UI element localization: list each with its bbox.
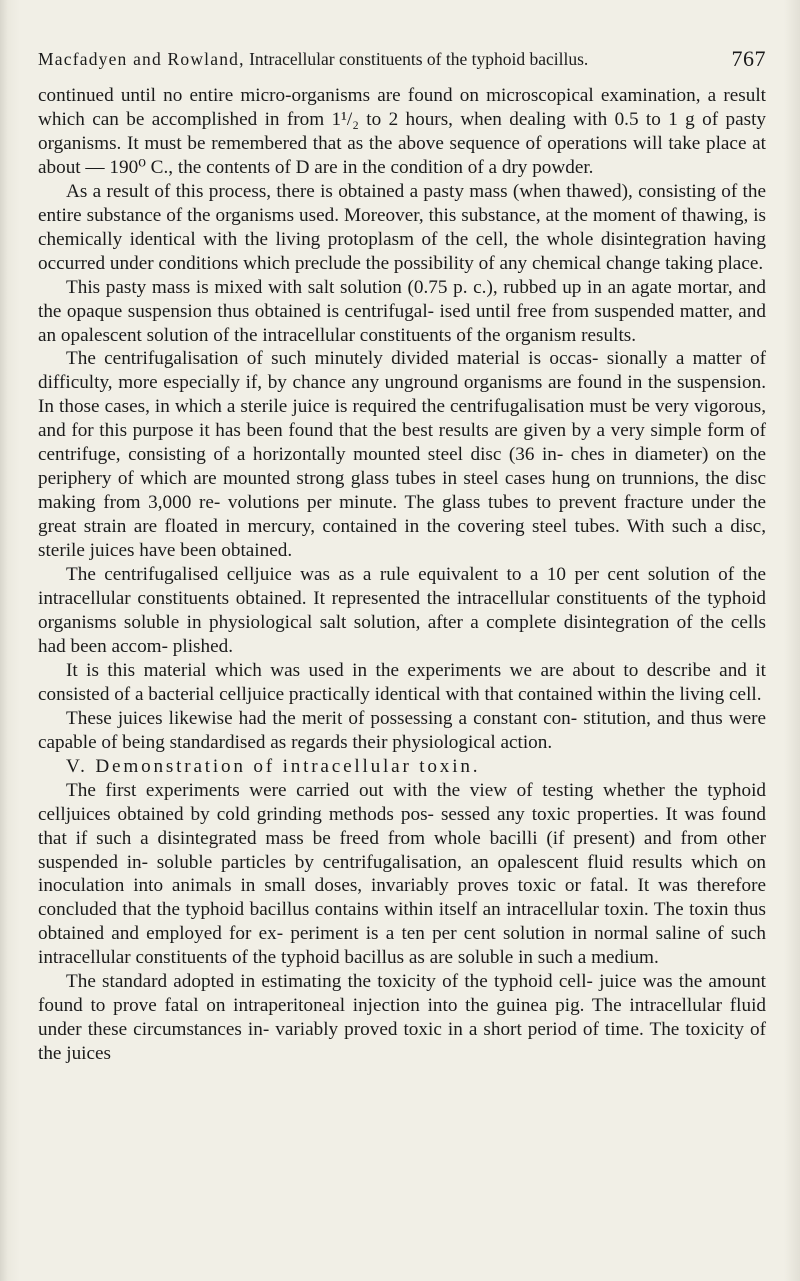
paragraph: The first experiments were carried out with the view of testing whether the typhoid celljuices obtained by cold grinding methods pos- sessed any toxic properties. It was found that if such a disintegrated mass be freed from whole bacilli (if present) and from other suspended in- soluble particles by centrifugalisation, an opalescent fluid results which on inoculation into animals in small doses, invariably proves toxic or fatal. It was therefore concluded that the typhoid bacillus contains within itself an intracellular toxin. The toxin thus obtained and employed for ex- periment is a ten per cent solution in normal saline of such intracellular constituents of the typhoid bacillus as are soluble in such a medium. [38,779,766,969]
running-head [38,44,768,74]
paragraph: The centrifugalisation of such minutely divided material is occas- sionally a matter of difficulty, more especially if, by chance any unground organisms are found in the suspension. In those cases, in which a sterile juice is required the centrifugalisation must be very vigorous, and for this purpose it has been found that the best results are given by a very simple form of centrifuge, consisting of a horizontally mounted steel disc (36 in- ches in diameter) on the periphery of which are mounted strong glass tubes in steel cases hung on trunnions, the disc making from 3,000 re- volutions per minute. The glass tubes to prevent fracture under the great strain are floated in mercury, contained in the covering steel tubes. With such a disc, sterile juices have been obtained. [38,348,766,562]
paragraph: These juices likewise had the merit of possessing a constant con- stitution, and thus were capable of being standardised as regards their physiological action. [38,707,766,753]
page-edge-shadow [784,0,800,1281]
page-edge-shadow [0,0,20,1281]
paragraph: As a result of this process, there is obtained a pasty mass (when thawed), consisting of the entire substance of the organisms used. Moreover, this substance, at the moment of thawing, is chemically identical with the living protoplasm of the cell, the whole disintegration having occurred under conditions which preclude the possibility of any chemical change taking place. [38,180,766,274]
paragraph: continued until no entire micro-organisms are found on microscopical examination, a result which can be accomplished in from 1¹/₂ to 2 hours, when dealing with 0.5 to 1 g of pasty organisms. It must be remembered that as the above sequence of operations will take place at about — 190⁰ C., the contents of D are in the condition of a dry powder. [38,85,766,178]
paragraph: The standard adopted in estimating the toxicity of the typhoid cell- juice was the amount found to prove fatal on intraperitoneal injection into the guinea pig. The intracellular fluid under these circumstances in- variably proved toxic in a short period of time. The toxicity of the juices [38,971,766,1065]
page-number: 767 [731,46,766,71]
header-title: Intracellular constituents of the typhoid bacillus. [249,49,589,69]
paragraph: This pasty mass is mixed with salt solution (0.75 p. c.), rubbed up in an agate mortar, and the opaque suspension thus obtained is centrifugal- ised until free from suspended matter, and an opalescent solution of the intracellular constituents of the organism results. [38,276,766,346]
header-authors: Macfadyen and Rowland, [38,49,245,69]
body-text [38,84,766,1066]
section-heading: V. Demonstration of intracellular toxin. [66,755,481,777]
paragraph: It is this material which was used in the experiments we are about to describe and it consisted of a bacterial celljuice practically identical with that contained within the living cell. [38,659,766,705]
paragraph: The centrifugalised celljuice was as a rule equivalent to a 10 per cent solution of the intracellular constituents obtained. It represented the intracellular constituents of the typhoid organisms soluble in physiological salt solution, after a complete disintegration of the cells had been accom- plished. [38,564,766,657]
